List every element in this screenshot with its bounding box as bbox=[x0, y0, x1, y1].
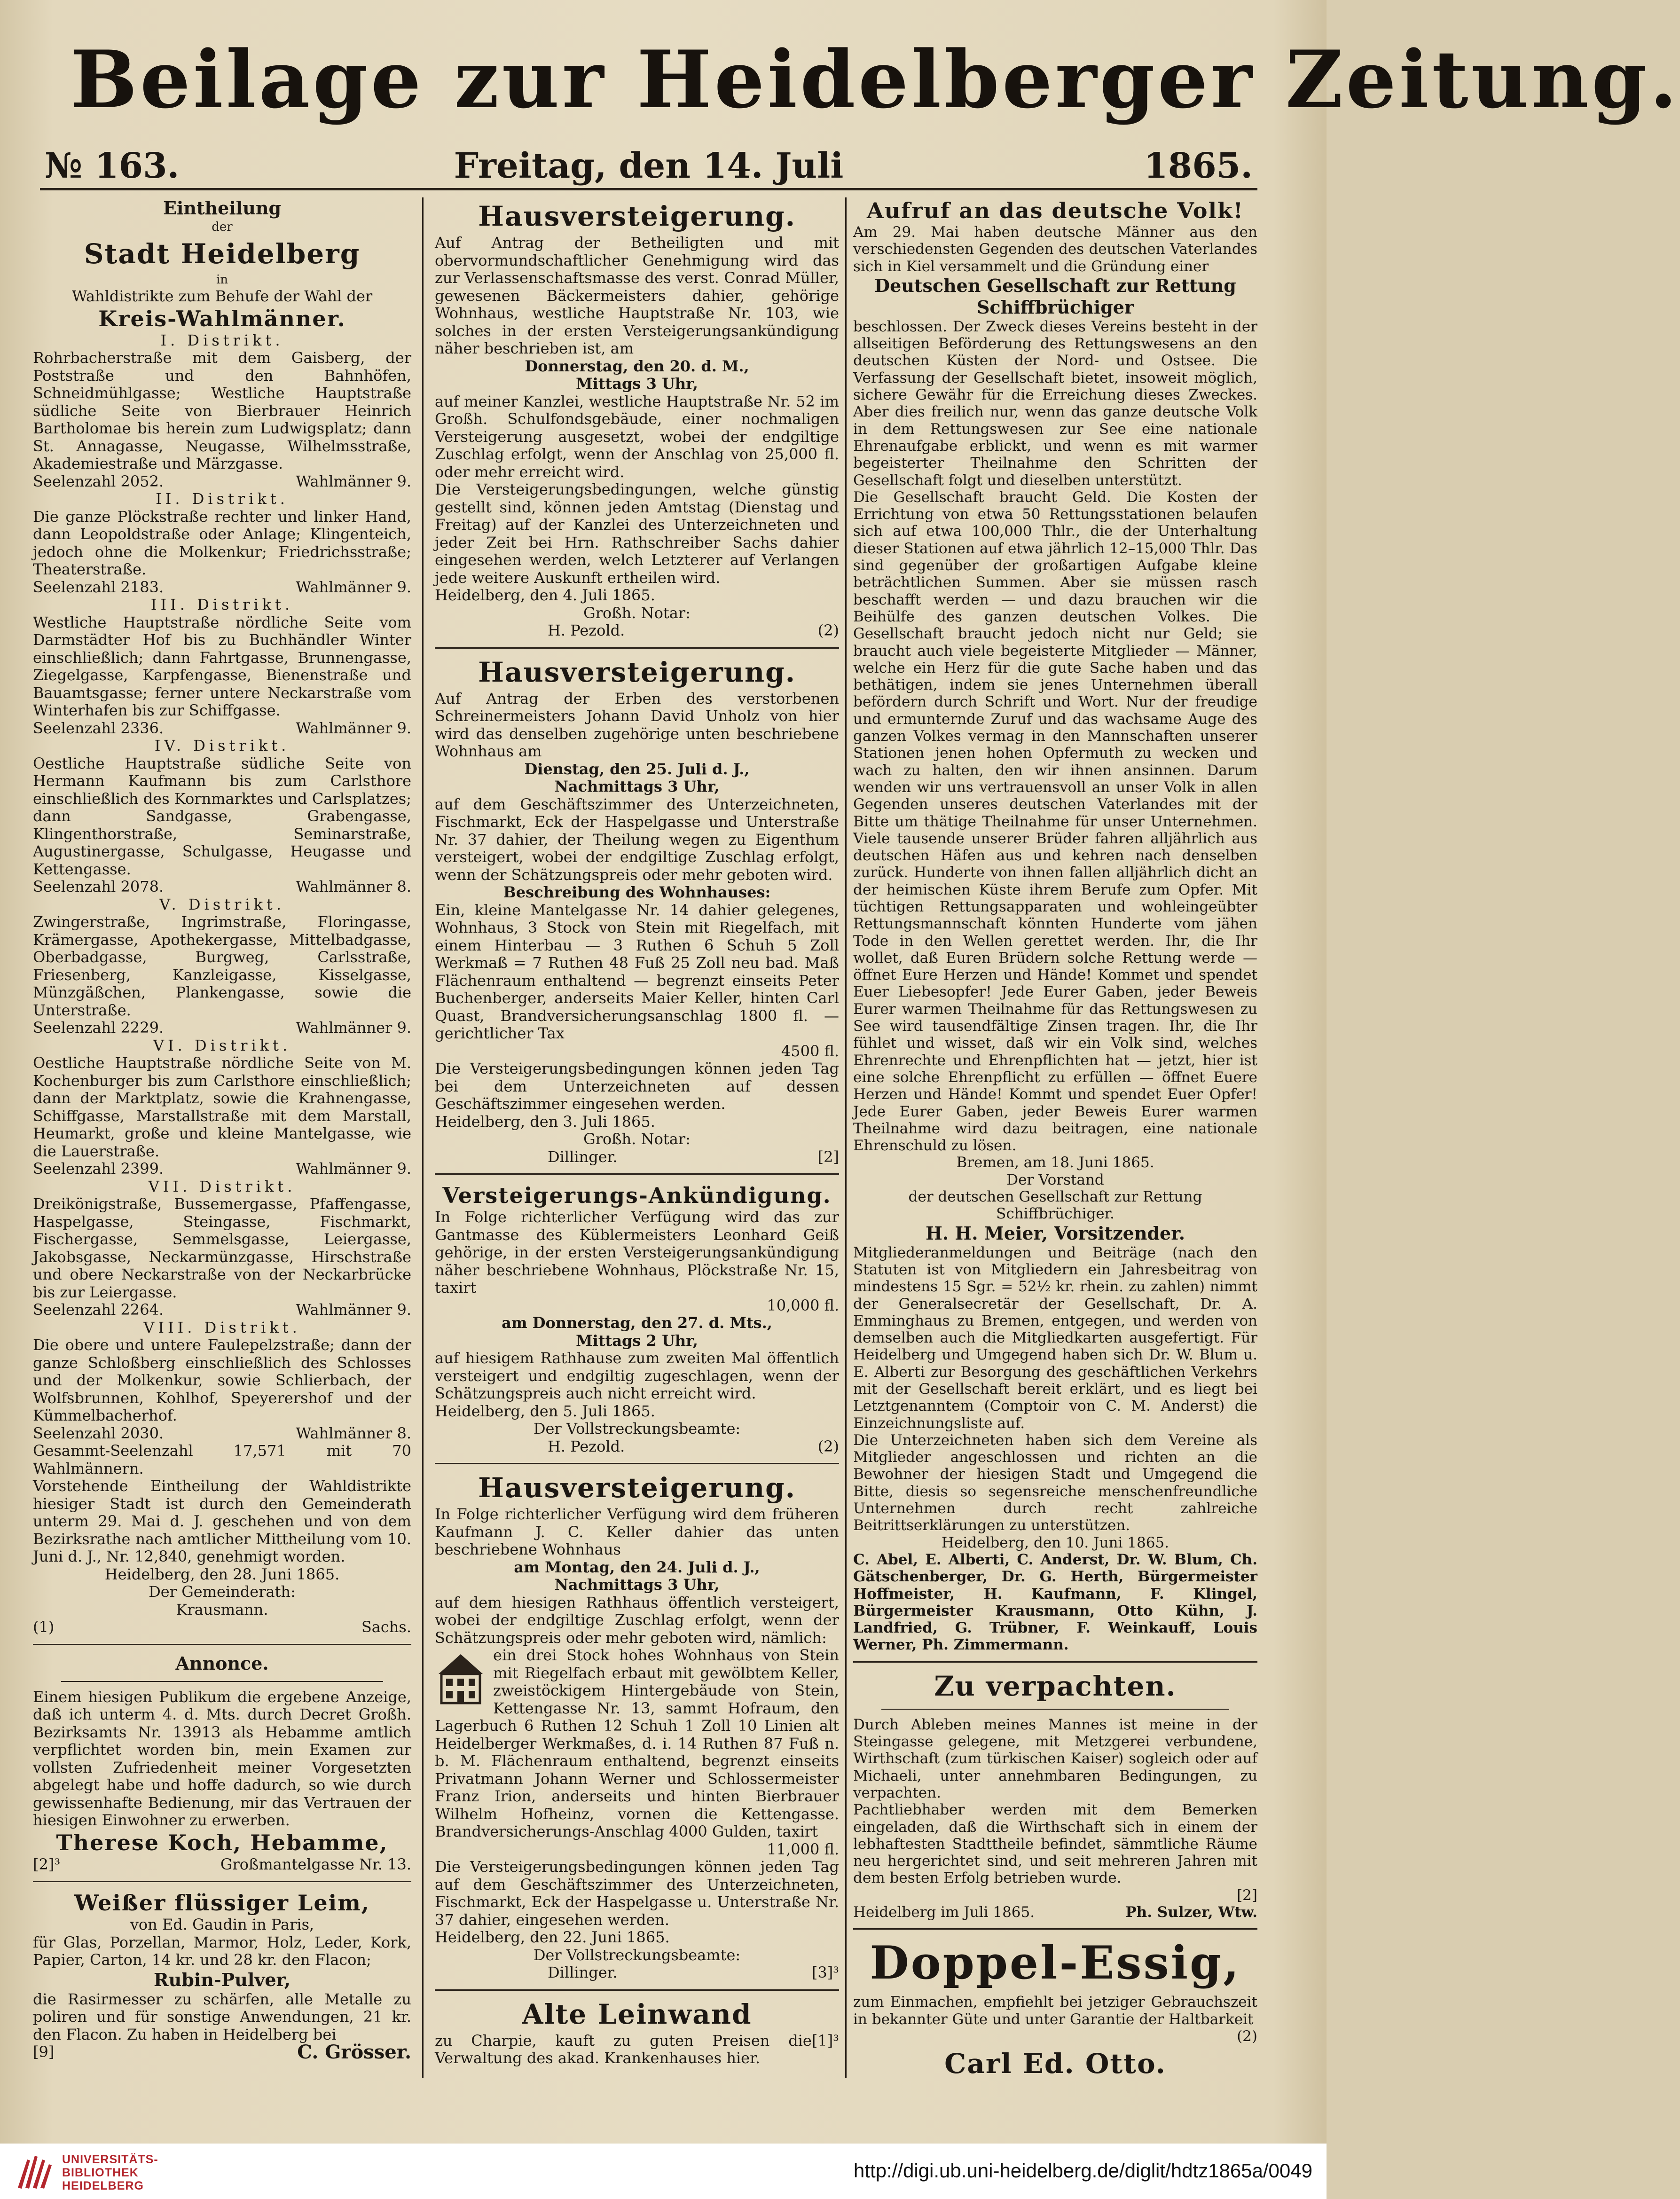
ref-mark: (2) bbox=[1237, 2027, 1257, 2045]
ref-mark: [3]³ bbox=[811, 1963, 839, 1981]
district-electors: Wahlmänner 9. bbox=[296, 1160, 411, 1178]
divider bbox=[33, 1644, 411, 1645]
divider bbox=[881, 1709, 1229, 1710]
official-label: Der Vollstreckungsbeamte: bbox=[533, 1420, 741, 1437]
notary-label: Großh. Notar: bbox=[583, 1130, 691, 1148]
ad-title: Alte Leinwand bbox=[522, 1998, 752, 2030]
divider bbox=[435, 1173, 839, 1175]
signature: Dillinger. bbox=[548, 1147, 618, 1166]
total-souls: Gesammt-Seelenzahl 17,571 mit 70 Wahlmännern. bbox=[33, 1442, 411, 1477]
district-text: Rohrbacherstraße mit dem Gaisberg, der Poststraße und den Bahnhöfen, Schneidmühlgasse; Westliche Hauptstraße südliche Seite von Bierbrauer Heinrich Bartholomae bis herein zum Ludwigsplatz; dann St. Annagasse, Neugasse, Wilhelmsstraße, Akademiestraße und Märzgasse. bbox=[33, 349, 411, 472]
auction-text: In Folge richterlicher Verfügung wird das zur Gantmasse des Küblermeisters Leonhard Geiß gehörige, in der ersten Versteigerungsankündigung näher beschriebene Wohnhaus, Plöckstraße Nr. 15, taxirt bbox=[435, 1208, 839, 1296]
place-date: Heidelberg, den 10. Juni 1865. bbox=[942, 1534, 1169, 1551]
district-souls: Seelenzahl 2052. bbox=[33, 472, 164, 490]
district-souls: Seelenzahl 2030. bbox=[33, 1424, 164, 1442]
district-electors: Wahlmänner 9. bbox=[296, 578, 411, 596]
place-date: Heidelberg im Juli 1865. bbox=[853, 1904, 1035, 1921]
place-date: Heidelberg, den 5. Juli 1865. bbox=[435, 1402, 655, 1420]
ad-text: die Rasirmesser zu schärfen, alle Metalle zu poliren und für sonstige Anwendungen, 21 kr. den Flacon. Zu haben in Heidelberg bei bbox=[33, 1990, 411, 2043]
district-souls: Seelenzahl 2183. bbox=[33, 578, 164, 596]
auction-title: Hausversteigerung. bbox=[478, 1472, 796, 1504]
official-label: Der Vollstreckungsbeamte: bbox=[533, 1946, 741, 1964]
auction-text: auf hiesigem Rathhause zum zweiten Mal öffentlich versteigert und endgiltig zugeschlagen, wenn der Schätzungspreis auch nicht erreicht wird. bbox=[435, 1349, 839, 1402]
district-heading: VI. Distrikt. bbox=[153, 1036, 291, 1054]
ad-title: Rubin-Pulver, bbox=[154, 1969, 290, 1990]
signature: H. Pezold. bbox=[548, 621, 625, 639]
signature: Sachs. bbox=[361, 1618, 411, 1636]
issue-year: 1865. bbox=[1144, 146, 1253, 186]
district-text: Oestliche Hauptstraße südliche Seite von Hermann Kaufmann bis zum Carlsthore einschließlich des Kornmarktes und Carlsplatzes; dann Sandgasse, Grabengasse, Klingenthorstraße, Seminarstraße, Augustinergasse, Schulgasse, Heugasse und Kettengasse. bbox=[33, 754, 411, 878]
appeal-title: Aufruf an das deutsche Volk! bbox=[867, 198, 1244, 223]
district-text: Dreikönigstraße, Bussemergasse, Pfaffengasse, Haspelgasse, Steingasse, Fischmarkt, Fischergasse, Semmelsgasse, Leiergasse, Jakobsgasse, Neckarmünzgasse, Hirschstraße und obere Neckarstraße von der Neckarbrücke bis zur Leiergasse. bbox=[33, 1195, 411, 1301]
place-date: Heidelberg, den 28. Juni 1865. bbox=[104, 1565, 340, 1583]
library-name-line: BIBLIOTHEK bbox=[62, 2166, 139, 2179]
column-rule bbox=[845, 197, 847, 2078]
ad-text: zu Charpie, kauft zu guten Preisen die Verwaltung des akad. Krankenhauses hier. bbox=[435, 2031, 812, 2067]
ref-mark: [2] bbox=[817, 1147, 839, 1166]
auction-text: auf meiner Kanzlei, westliche Hauptstraße Nr. 52 im Großh. Schulfondsgebäude, einer nochmaligen Versteigerung ausgesetzt, wobei der endgiltige Zuschlag erfolgt, wenn der Anschlag von 25,000 fl. oder mehr erreicht wird. bbox=[435, 392, 839, 481]
auction-text: Die Versteigerungsbedingungen können jeden Tag auf dem Geschäftszimmer des Unterzeichneten, Fischmarkt, Eck der Haspelgasse u. Unterstraße Nr. 37 dahier, eingesehen werden. bbox=[435, 1858, 839, 1929]
district-text: Zwingerstraße, Ingrimstraße, Floringasse, Krämergasse, Apothekergasse, Mittelbadgasse, Oberbadgasse, Burgweg, Carlsstraße, Friesenberg, Kanzleigasse, Kisselgasse, Münzgäßchen, Plankengasse, sowie die Unterstraße. bbox=[33, 913, 411, 1019]
board-label: der deutschen Gesellschaft zur Rettung Schiffbrüchiger. bbox=[908, 1188, 1202, 1223]
ref-mark: [1]³ bbox=[811, 2031, 839, 2050]
issue-date: Freitag, den 14. Juli bbox=[454, 146, 844, 186]
notice-heading: Wahldistrikte zum Behufe der Wahl der bbox=[71, 287, 373, 305]
column-1 bbox=[33, 197, 411, 2061]
district-electors: Wahlmänner 9. bbox=[296, 719, 411, 737]
notice-heading: in bbox=[216, 273, 228, 287]
ad-name: Carl Ed. Otto. bbox=[944, 2048, 1166, 2080]
signature: H. Pezold. bbox=[548, 1437, 625, 1455]
ad-title: Zu verpachten. bbox=[934, 1670, 1177, 1702]
auction-subheading: Beschreibung des Wohnhauses: bbox=[503, 883, 771, 901]
auction-description: ein drei Stock hohes Wohnhaus von Stein mit Riegelfach erbaut mit gewölbtem Keller, zweistöckigem Hintergebäude von Stein, Kettengasse Nr. 13, sammt Hofraum, den Lagerbuch 6 Ruthen 12 Schuh 1 Zoll 10 Linien alt Heidelberger Werkmaßes, d. i. 14 Ruthen 87 Fuß n. b. M. Flächenraum enthaltend, begrenzt einseits Privatmann Johann Werner und Schlossermeister Franz Irion, anderseits und hinten Bierbrauer Wilhelm Hofheinz, vornen die Kettengasse. Brandversicherungs-Anschlag 4000 Gulden, taxirt bbox=[435, 1646, 839, 1840]
ad-subtitle: von Ed. Gaudin in Paris, bbox=[130, 1916, 314, 1933]
district-heading: IV. Distrikt. bbox=[154, 737, 290, 754]
divider bbox=[435, 1463, 839, 1464]
divider bbox=[853, 1661, 1257, 1663]
auction-text: Die Versteigerungsbedingungen können jeden Tag bei dem Unterzeichneten auf dessen Geschäftszimmer eingesehen werden. bbox=[435, 1060, 839, 1113]
library-name-line: HEIDELBERG bbox=[62, 2179, 144, 2192]
divider bbox=[33, 1881, 411, 1882]
column-2 bbox=[435, 197, 839, 2067]
auction-title: Versteigerungs-Ankündigung. bbox=[442, 1183, 832, 1208]
auction-title: Hausversteigerung. bbox=[478, 200, 796, 232]
auction-time: Nachmittags 3 Uhr, bbox=[554, 778, 720, 795]
place-date: Heidelberg, den 22. Juni 1865. bbox=[435, 1928, 670, 1946]
house-icon bbox=[435, 1649, 487, 1706]
appeal-text: Mitgliederanmeldungen und Beiträge (nach den Statuten ist von Mitgliedern ein Jahresbeitrag von mindestens 15 Sgr. = 52½ kr. rhein. zu zahlen) nimmt der Generalsecretär der Gesellschaft, Dr. A. Emminghaus zu Bremen, entgegen, und werden von demselben auch die Mitgliedkarten ausgefertigt. Für Heidelberg und Umgegend haben sich Dr. W. Blum u. E. Alberti zur Besorgung des geschäftlichen Verkehrs mit der Gesellschaft bereit erklärt, und es liegt bei Letztgenanntem (Comptoir von C. M. Anderst) die Einzeichnungsliste auf. bbox=[853, 1244, 1257, 1432]
auction-text: auf dem Geschäftszimmer des Unterzeichneten, Fischmarkt, Eck der Haspelgasse und Unterstraße Nr. 37 dahier, der Theilung wegen zu Eigenthum versteigert, wobei der endgiltige Zuschlag erfolgt, wenn der Schätzungspreis oder mehr geboten wird. bbox=[435, 795, 839, 884]
signers-list: C. Abel, E. Alberti, C. Anderst, Dr. W. Blum, Ch. Gätschenberger, Dr. G. Herth, Bürgermeister Hoffmeister, H. Kaufmann, F. Klingel, Bürgermeister Krausmann, Otto Kühn, J. Landfried, G. Trübner, F. Weinkauff, Louis Werner, Ph. Zimmermann. bbox=[853, 1551, 1257, 1654]
appeal-text: Die Unterzeichneten haben sich dem Vereine als Mitglieder angeschlossen und richten an die Bewohner der hiesigen Stadt und Umgegend die Bitte, diesis so segensreiche menschenfreundliche Unternehmen durch recht zahlreiche Beitrittserklärungen zu unterstützen. bbox=[853, 1431, 1257, 1534]
source-url-link[interactable]: http://digi.ub.uni-heidelberg.de/diglit/hdtz1865a/0049 bbox=[853, 2160, 1312, 2182]
auction-tax: 4500 fl. bbox=[781, 1042, 839, 1060]
library-name-line: UNIVERSITÄTS- bbox=[62, 2153, 158, 2166]
column-rule bbox=[422, 197, 424, 2078]
district-heading: III. Distrikt. bbox=[150, 596, 294, 613]
ad-title: Doppel-Essig, bbox=[870, 1936, 1241, 1990]
auction-time: Mittags 3 Uhr, bbox=[576, 375, 698, 393]
library-name bbox=[62, 2153, 158, 2192]
district-electors: Wahlmänner 8. bbox=[296, 1424, 411, 1442]
district-souls: Seelenzahl 2078. bbox=[33, 878, 164, 895]
notice-title: Stadt Heidelberg bbox=[84, 238, 361, 270]
district-text: Oestliche Hauptstraße nördliche Seite von M. Kochenburger bis zum Carlsthore einschließlich; dann der Marktplatz, sowie die Krahnengasse, Schiffgasse, Marstallstraße mit dem Marstall, Heumarkt, große und kleine Mantelgasse, wie die Lauerstraße. bbox=[33, 1054, 411, 1160]
district-heading: II. Distrikt. bbox=[156, 490, 289, 508]
auction-text: Auf Antrag der Betheiligten und mit obervormundschaftlicher Genehmigung wird das zur Verlassenschaftsmasse des verst. Conrad Müller, gewesenen Bäckermeisters dahier, gehörige Wohnhaus, westliche Hauptstraße Nr. 103, wie solches in der ersten Versteigerungsankündigung näher beschrieben ist, am bbox=[435, 234, 839, 357]
district-heading: VIII. Distrikt. bbox=[143, 1318, 301, 1336]
ad-text: Durch Ableben meines Mannes ist meine in der Steingasse gelegene, mit Metzgerei verbundene, Wirthschaft (zum türkischen Kaiser) sogleich oder auf Michaeli, unter annehmbaren Bedingungen, zu verpachten. bbox=[853, 1716, 1257, 1801]
divider bbox=[435, 647, 839, 649]
ref-mark: (2) bbox=[817, 621, 839, 639]
ref-mark: [2]³ bbox=[33, 1855, 61, 1873]
dateline bbox=[40, 141, 1257, 190]
district-souls: Seelenzahl 2229. bbox=[33, 1019, 164, 1037]
ad-name: C. Grösser. bbox=[297, 2041, 411, 2063]
ad-text: zum Einmachen, empfiehlt bei jetziger Gebrauchszeit in bekannter Güte und unter Garantie der Haltbarkeit bbox=[853, 1994, 1257, 2028]
notice-heading: Eintheilung bbox=[163, 197, 282, 219]
auction-date: Donnerstag, den 20. d. M., bbox=[525, 357, 749, 375]
board-label: Der Vorstand bbox=[1006, 1171, 1104, 1188]
district-electors: Wahlmänner 9. bbox=[296, 472, 411, 490]
closing-text: Vorstehende Eintheilung der Wahldistrikte hiesiger Stadt ist durch den Gemeinderath unterm 29. Mai d. J. geschehen und von dem Bezirksrathe nach amtlicher Mittheilung vom 10. Juni d. J., Nr. 12,840, genehmigt worden. bbox=[33, 1477, 411, 1565]
place-date: Heidelberg, den 4. Juli 1865. bbox=[435, 586, 655, 604]
divider bbox=[61, 1681, 383, 1682]
ad-address: Großmantelgasse Nr. 13. bbox=[220, 1855, 411, 1873]
district-souls: Seelenzahl 2336. bbox=[33, 719, 164, 737]
place-date: Heidelberg, den 3. Juli 1865. bbox=[435, 1112, 655, 1131]
district-text: Die obere und untere Faulepelzstraße; dann der ganze Schloßberg einschließlich des Schlosses und der Molkenkur, sowie Schlierbach, der Wolfsbrunnen, Kohlhof, Speyerershof und der Kümmelbacherhof. bbox=[33, 1336, 411, 1424]
signature: Krausmann. bbox=[176, 1600, 268, 1618]
district-electors: Wahlmänner 9. bbox=[296, 1301, 411, 1319]
district-heading: V. Distrikt. bbox=[159, 895, 285, 913]
auction-description: Ein, kleine Mantelgasse Nr. 14 dahier gelegenes, Wohnhaus, 3 Stock von Stein mit Riegelfach, mit einem Hinterbau — 3 Ruthen 6 Schuh 5 Zoll Werkmaß = 7 Ruthen 48 Fuß 25 Zoll neu bad. Maß Flächenraum enthaltend — begrenzt einseits Peter Buchenberger, anderseits Maier Keller, hinten Carl Quast, Brandversicherungsanschlag 1800 fl. — gerichtlicher Tax bbox=[435, 901, 839, 1042]
ref-mark: (2) bbox=[817, 1437, 839, 1455]
appeal-text: beschlossen. Der Zweck dieses Vereins besteht in der allseitigen Beförderung des Rettungswesens an den deutschen Küsten der Nord- und Ostsee. Die Verfassung der Gesellschaft bietet, insoweit möglich, sichere Gewähr für die Erreichung dieses Zweckes. Aber dies freilich nur, wenn das ganze deutsche Volk in dem Rettungswesen zur See eine nationale Ehrenaufgabe erblickt, und wenn es mit warmer begeisterter Theilnahme den Schritten der Gesellschaft folgt und dieselben unterstützt. bbox=[853, 318, 1257, 489]
district-electors: Wahlmänner 8. bbox=[296, 878, 411, 895]
viewer-footer bbox=[0, 2144, 1327, 2199]
auction-text: In Folge richterlicher Verfügung wird dem früheren Kaufmann J. C. Keller dahier das unten beschriebene Wohnhaus bbox=[435, 1505, 839, 1558]
ad-title: Weißer flüssiger Leim, bbox=[74, 1890, 370, 1916]
auction-text: auf dem hiesigen Rathhaus öffentlich versteigert, wobei der endgiltige Zuschlag erfolgt, wenn der Schätzungspreis oder mehr geboten wird, nämlich: bbox=[435, 1593, 839, 1647]
notice-subtitle: Kreis-Wahlmänner. bbox=[98, 306, 346, 331]
auction-text: Die Versteigerungsbedingungen, welche günstig gestellt sind, können jeden Amtstag (Dienstag und Freitag) auf der Kanzlei des Unterzeichneten und jeder Zeit bei Hrn. Rathschreiber Sachs dahier eingesehen werden, welch Letzterer auf Verlangen jede weitere Auskunft ertheilen wird. bbox=[435, 480, 839, 587]
auction-date: Dienstag, den 25. Juli d. J., bbox=[524, 760, 750, 778]
ad-text: Pachtliebhaber werden mit dem Bemerken eingeladen, daß die Wirthschaft sich in einem der lebhaftesten Stadttheile befindet, sämmtliche Räume neu hergerichtet sind, und seit mehreren Jahren mit dem besten Erfolg betrieben wurde. bbox=[853, 1801, 1257, 1887]
district-text: Die ganze Plöckstraße rechter und linker Hand, dann Leopoldstraße oder Anlage; Klingenteich, jedoch ohne die Molkenkur; Friedrichsstraße; Theaterstraße. bbox=[33, 507, 411, 578]
auction-date: am Montag, den 24. Juli d. J., bbox=[514, 1558, 760, 1576]
signature: Dillinger. bbox=[548, 1963, 618, 1981]
district-souls: Seelenzahl 2399. bbox=[33, 1160, 164, 1178]
ad-title: Annonce. bbox=[175, 1652, 269, 1674]
ad-name: Therese Koch, Hebamme, bbox=[56, 1830, 388, 1855]
notice-heading: der bbox=[212, 220, 233, 234]
ref-mark: (1) bbox=[33, 1618, 55, 1636]
auction-time: Nachmittags 3 Uhr, bbox=[554, 1576, 720, 1594]
masthead-title: Beilage zur Heidelberger Zeitung. bbox=[71, 33, 1680, 126]
district-souls: Seelenzahl 2264. bbox=[33, 1301, 164, 1319]
auction-date: am Donnerstag, den 27. d. Mts., bbox=[502, 1314, 772, 1332]
divider bbox=[853, 1928, 1257, 1930]
district-heading: I. Distrikt. bbox=[160, 331, 284, 349]
signature: H. H. Meier, Vorsitzender. bbox=[926, 1222, 1185, 1244]
auction-text: Auf Antrag der Erben des verstorbenen Schreinermeisters Johann David Unholz von hier wird das denselben zugehörige unten beschriebene Wohnhaus am bbox=[435, 689, 839, 760]
auction-tax: 10,000 fl. bbox=[767, 1296, 839, 1314]
district-electors: Wahlmänner 9. bbox=[296, 1019, 411, 1037]
district-heading: VII. Distrikt. bbox=[148, 1177, 296, 1195]
appeal-text: Die Gesellschaft braucht Geld. Die Kosten der Errichtung von etwa 50 Rettungsstationen belaufen sich auf etwa 100,000 Thlr., die der Unterhaltung dieser Stationen auf etwa jährlich 12–15,000 Thlr. Das sind gegenüber der großartigen Aufgabe kleine beträchtlichen Summen. Aber sie müssen rasch beschafft werden — und dazu brauchen wir die Beihülfe des ganzen deutschen Volkes. Die Gesellschaft braucht jedoch nicht nur Geld; sie braucht auch viele begeisterte Mitglieder — Männer, welche ein Herz für die gute Sache haben und das bethätigen, indem sie jenes Unternehmen überall befördern durch Schrift und Wort. Nur der freudige und ermunternde Zuruf und das wachsame Auge des ganzen Volkes vermag in den Mannschaften unserer Stationen jenen hohen Opfermuth zu wecken und wach zu halten, den wir ihnen ansinnen. Darum wenden wir uns vertrauensvoll an unser Volk in allen Gegenden unseres deutschen Vaterlandes mit der Bitte um thätige Theilnahme für unser Unternehmen. Viele tausende unserer Brüder fahren alljährlich aus deutschen Häfen aus und kehren nach denselben zurück. Hunderte von ihnen fallen alljährlich dicht an der heimischen Küste ihrem Berufe zum Opfer. Mit tüchtigen Rettungsapparaten und wohleingeübter Rettungsmannschaft könnten Hunderte vom jähen Tode in den Wellen gerettet werden. Ihr, die Ihr wollet, daß Euren Brüdern solche Rettung werde — öffnet Eure Herzen und Hände! Kommet und spendet Euer Liebesopfer! Jede Eurer Gaben, jeder Beweis Eurer warmen Theilnahme für das Rettungswesen zu See wird tausendfältige Zinsen tragen. Ihr, die Ihr fühlet und wisset, daß wir ein Volk sind, welches Ehrenrechte und Ehrenpflichten hat — jetzt, hier ist eine solche Ehrenpflicht zu erfüllen — öffnet Euere Herzen und Hände! Kommt und spendet Euer Opfer! Jede Eurer Gaben, jeder Beweis Eurer warmen Theilnahme wird dazu beitragen, eine nationale Ehrenschuld zu lösen. bbox=[853, 488, 1257, 1154]
notary-label: Großh. Notar: bbox=[583, 604, 691, 622]
auction-title: Hausversteigerung. bbox=[478, 656, 796, 688]
ref-mark: [2] bbox=[1237, 1886, 1257, 1904]
district-text: Westliche Hauptstraße nördliche Seite vom Darmstädter Hof bis zu Buchhändler Winter einschließlich; dann Fahrtgasse, Brunnengasse, Ziegelgasse, Karpfengasse, Bienenstraße und Bauamtsgasse; ferner untere Neckarstraße vom Winterhafen bis zur Schiffgasse. bbox=[33, 613, 411, 719]
library-logo-icon bbox=[13, 2150, 55, 2192]
ad-text: Einem hiesigen Publikum die ergebene Anzeige, daß ich unterm 4. d. Mts. durch Decret Großh. Bezirksamts Nr. 13913 als Hebamme amtlich verpflichtet worden bin, mein Examen zur vollsten Zufriedenheit meiner Vorgesetzten abgelegt habe und hoffe dadurch, so wie durch gewissenhafte Bedienung, mir das Vertrauen der hiesigen Einwohner zu erwerben. bbox=[33, 1688, 411, 1829]
auction-time: Mittags 2 Uhr, bbox=[576, 1331, 698, 1350]
signature: Ph. Sulzer, Wtw. bbox=[1125, 1904, 1257, 1921]
issue-number: № 163. bbox=[45, 146, 180, 186]
divider bbox=[435, 1989, 839, 1991]
society-name: Deutschen Gesellschaft zur Rettung Schiffbrüchiger bbox=[874, 275, 1236, 318]
appeal-text: Am 29. Mai haben deutsche Männer aus den verschiedensten Gegenden des deutschen Vaterlandes sich in Kiel versammelt und die Gründung einer bbox=[853, 224, 1257, 275]
ad-text: für Glas, Porzellan, Marmor, Holz, Leder, Kork, Papier, Carton, 14 kr. und 28 kr. den Flacon; bbox=[33, 1933, 411, 1969]
place-date: Bremen, am 18. Juni 1865. bbox=[956, 1154, 1154, 1171]
auction-tax: 11,000 fl. bbox=[767, 1840, 839, 1858]
council-label: Der Gemeinderath: bbox=[149, 1583, 296, 1601]
column-3 bbox=[853, 197, 1257, 2081]
ref-mark: [9] bbox=[33, 2043, 55, 2061]
